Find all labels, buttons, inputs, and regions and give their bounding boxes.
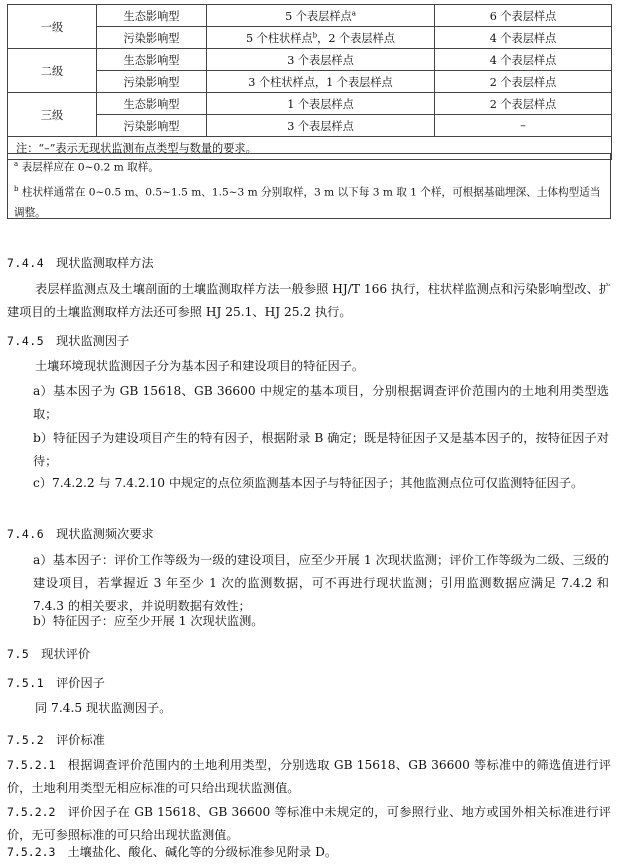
paragraph-7-5-1: 同 7.4.5 现状监测因子。 [35,701,172,715]
points-cell: 3 个表层样点 [207,115,435,137]
list-item-frequency-basic: a）基本因子：评价工作等级为一级的建设项目，应至少开展 1 次现状监测；评价工作等级为二级、三级的建设项目，若掌握近 3 年至少 1 次的监测数据，可不再进行现状监测；引用监测数据应满足 7.4.2 和 7.4.3 的相关要求，并说明数据有效性； [33,553,609,613]
footnote-a: $^a$ 表层样应在 0~0.2 m 取样。 [14,160,159,174]
points-cell: 2 个表层样点 [435,93,612,115]
level-cell: 一级 [8,5,97,49]
table-row [8,93,612,115]
list-item-frequency-special: b）特征因子：应至少开展 1 次现状监测。 [33,614,264,628]
table-row [8,49,612,71]
footnote-mark: a [351,8,356,17]
table-row [8,115,612,137]
table-footnotes [7,153,611,219]
clause-7-5-2-1: 7.5.2.1 根据调查评价范围内的土地利用类型，分别选取 GB 15618、GB 36600 等标准中的筛选值进行评价，土地利用类型无相应标准的可只给出现状监测值。 [7,758,611,795]
points-cell: – [435,115,612,137]
points-cell: 3 个表层样点 [207,49,435,71]
points-cell: 4 个表层样点 [435,49,612,71]
paragraph-7-4-5: 土壤环境现状监测因子分为基本因子和建设项目的特征因子。 [35,359,365,373]
level-cell: 三级 [8,93,97,137]
points-cell: 4 个表层样点 [435,27,612,49]
list-item-special-factor: b）特征因子为建设项目产生的特有因子，根据附录 B 确定；既是特征因子又是基本因子的，按特征因子对待； [33,431,609,468]
heading-7-4-5: 7.4.5 现状监测因子 [7,334,130,348]
footnote-mark: b [312,30,318,39]
heading-7-4-6: 7.4.6 现状监测频次要求 [7,527,154,541]
sampling-points-table [7,4,612,160]
impact-type-cell: 生态影响型 [97,49,207,71]
table-row [8,27,612,49]
table-note: 注：“–”表示无现状监测布点类型与数量的要求。 [8,137,612,160]
impact-type-cell: 生态影响型 [97,93,207,115]
impact-type-cell: 污染影响型 [97,27,207,49]
heading-7-5: 7.5 现状评价 [7,647,91,661]
points-cell: 5 个柱状样点$^b$，2 个表层样点 [207,27,435,49]
clause-7-5-2-2: 7.5.2.2 评价因子在 GB 15618、GB 36600 等标准中未规定的，可参照行业、地方或国外相关标准进行评价，无可参照标准的可只给出现状监测值。 [7,805,611,842]
heading-7-5-2: 7.5.2 评价标准 [7,733,105,747]
list-item-basic-factor: a）基本因子为 GB 15618、GB 36600 中规定的基本项目，分别根据调查评价范围内的土地利用类型选取； [33,384,609,421]
table-row [8,5,612,27]
level-cell: 二级 [8,49,97,93]
heading-7-5-1: 7.5.1 评价因子 [7,676,105,690]
points-cell: 1 个表层样点 [207,93,435,115]
impact-type-cell: 污染影响型 [97,115,207,137]
points-cell: 6 个表层样点 [435,5,612,27]
table-row [8,71,612,93]
list-item-monitoring-points: c）7.4.2.2 与 7.4.2.10 中规定的点位须监测基本因子与特征因子；其他监测点位可仅监测特征因子。 [33,476,584,490]
points-cell: 3 个柱状样点，1 个表层样点 [207,71,435,93]
impact-type-cell: 生态影响型 [97,5,207,27]
footnote-b: $^b$ 柱状样通常在 0~0.5 m、0.5~1.5 m、1.5~3 m 分别取样，3 m 以下每 3 m 取 1 个样，可根据基础埋深、土体构型适当调整。 [14,184,601,220]
points-cell: 2 个表层样点 [435,71,612,93]
clause-7-5-2-3: 7.5.2.3 土壤盐化、酸化、碱化等的分级标准参见附录 D。 [7,845,338,859]
impact-type-cell: 污染影响型 [97,71,207,93]
heading-7-4-4: 7.4.4 现状监测取样方法 [7,256,154,270]
points-cell: 5 个表层样点$^a$ [207,5,435,27]
paragraph-7-4-4: 表层样监测点及土壤剖面的土壤监测取样方法一般参照 HJ/T 166 执行，柱状样监测点和污染影响型改、扩建项目的土壤监测取样方法还可参照 HJ 25.1、HJ 25.2 执行。 [7,282,611,319]
